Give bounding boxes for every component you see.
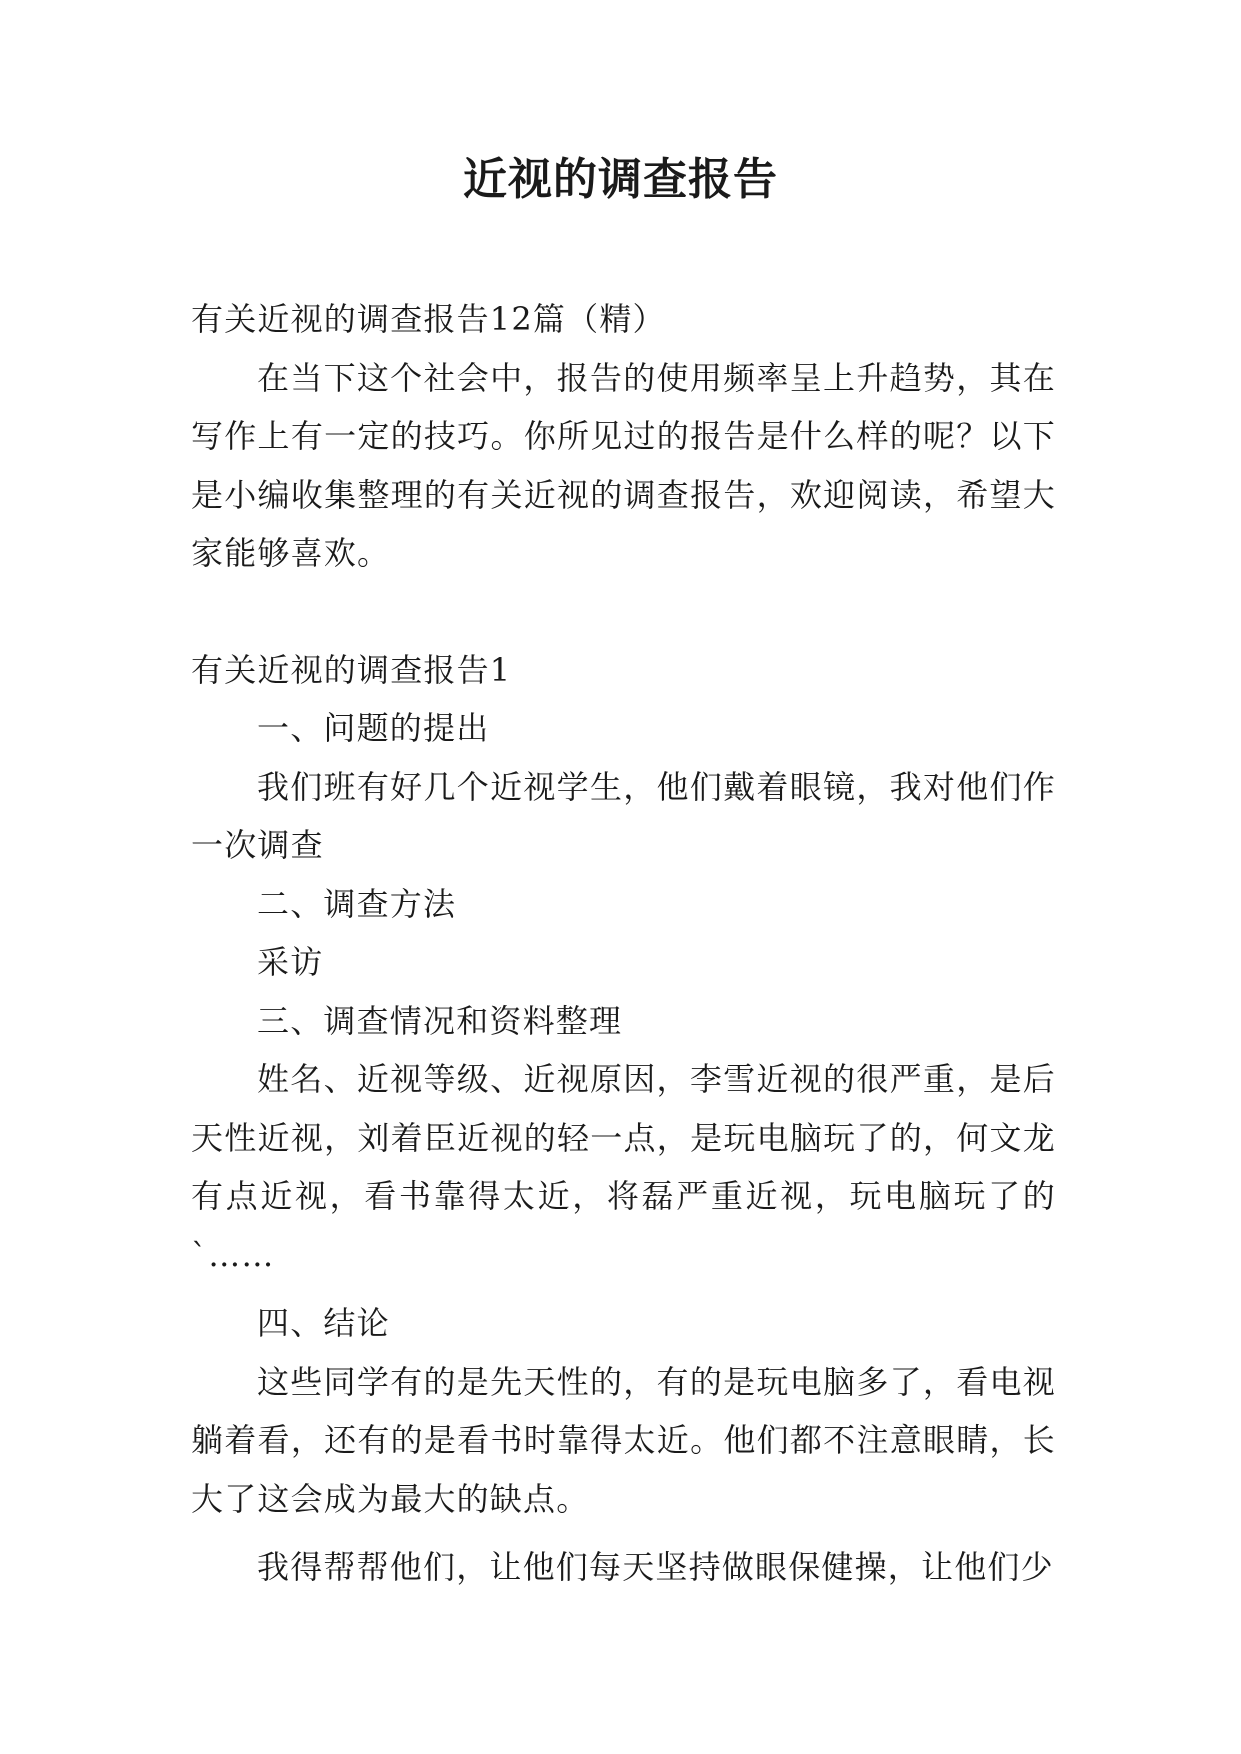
document-subtitle: 有关近视的调查报告12篇（精）: [191, 300, 666, 338]
findings-paragraph: 姓名、近视等级、近视原因，李雪近视的很严重，是后天性近视，刘着臣近视的轻一点，是玩电脑玩了的，何文龙有点近视，看书靠得太近，将磊严重近视，玩电脑玩了的`……: [191, 1060, 1056, 1274]
intro-paragraph: 在当下这个社会中，报告的使用频率呈上升趋势，其在写作上有一定的技巧。你所见过的报告是什么样的呢？以下是小编收集整理的有关近视的调查报告，欢迎阅读，希望大家能够喜欢。: [191, 358, 1056, 572]
document-title: 近视的调查报告: [463, 154, 778, 205]
spacer: [191, 1284, 1056, 1294]
method-paragraph: 采访: [257, 943, 324, 981]
question-paragraph: 我们班有好几个近视学生，他们戴着眼镜，我对他们作一次调查: [191, 767, 1056, 864]
findings-heading: 三、调查情况和资料整理: [257, 1001, 623, 1040]
method-heading: 二、调查方法: [257, 884, 457, 923]
document-body: [191, 290, 1056, 1597]
conclusion-paragraph: 这些同学有的是先天性的，有的是玩电脑多了，看电视躺着看，还有的是看书时靠得太近。他们都不注意眼睛，长大了这会成为最大的缺点。: [191, 1362, 1056, 1518]
conclusion-heading: 四、结论: [257, 1304, 390, 1342]
action-paragraph: 我得帮帮他们，让他们每天坚持做眼保健操，让他们少: [257, 1548, 1054, 1586]
question-heading: 一、问题的提出: [257, 709, 490, 747]
spacer: [191, 1528, 1056, 1538]
section-heading: 有关近视的调查报告1: [191, 650, 512, 689]
spacer: [191, 583, 1056, 641]
